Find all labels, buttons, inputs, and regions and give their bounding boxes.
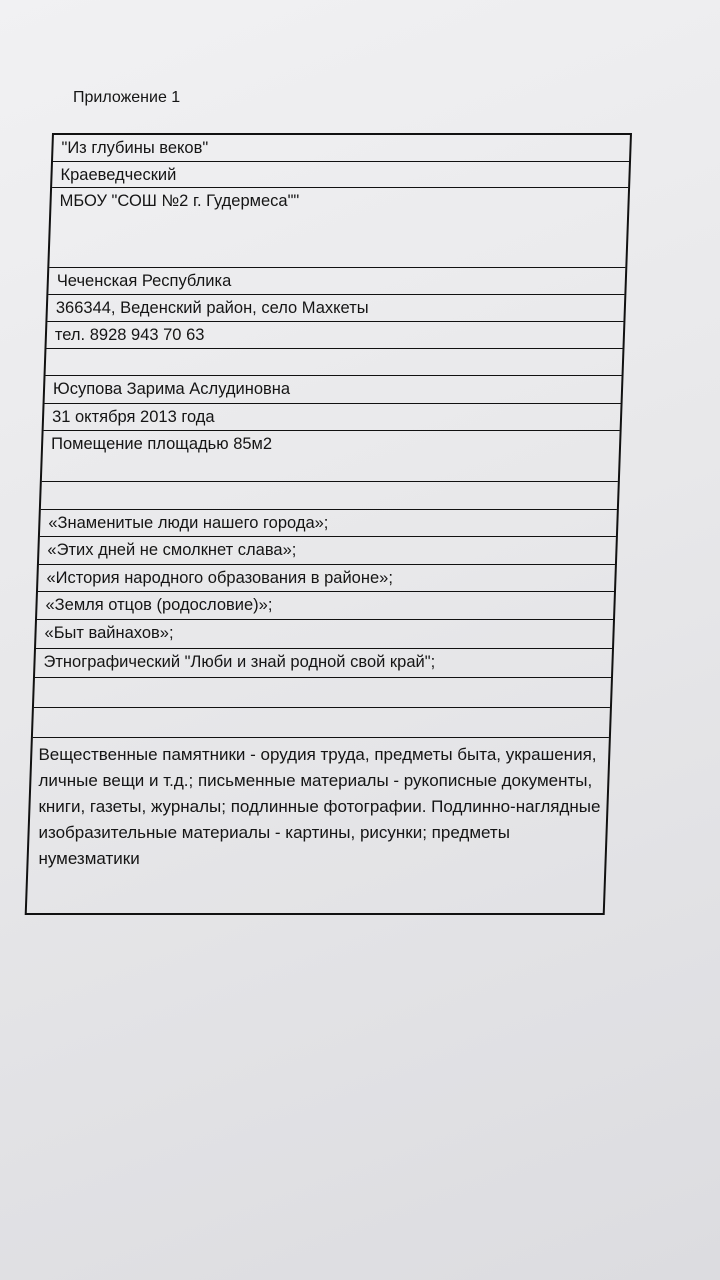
table-row-empty <box>34 678 611 708</box>
table-row-exhibit: Этнографический "Люби и знай родной свой край"; <box>35 649 612 678</box>
table-row-profile: Краеведческий <box>52 162 629 189</box>
table-row-empty <box>41 482 618 510</box>
table-row-date: 31 октября 2013 года <box>44 404 621 432</box>
table-row-collection-description: Вещественные памятники - орудия труда, предметы быта, украшения, личные вещи и т.д.; письменные материалы - рукописные документы, книги, газеты, журналы; подлинные фотографии. Подлинно-наглядные изобразительные материалы - картины, рисунки; предметы нумезматики <box>38 744 601 868</box>
table-row-premises: Помещение площадью 85м2 <box>42 431 620 482</box>
table-row-museum-name: "Из глубины веков" <box>53 135 630 162</box>
table-row-exhibit: «Быт вайнахов»; <box>36 620 613 649</box>
appendix-label: Приложение 1 <box>73 89 181 106</box>
table-row-head: Юсупова Зарима Аслудиновна <box>45 376 622 404</box>
table-row-school: МБОУ "СОШ №2 г. Гудермеса"" <box>49 188 628 268</box>
table-row-address: 366344, Веденский район, село Махкеты <box>47 295 624 323</box>
table-row-empty <box>33 708 610 738</box>
museum-info-table <box>25 133 632 915</box>
table-row-empty <box>46 349 623 377</box>
table-row-phone: тел. 8928 943 70 63 <box>46 322 623 349</box>
table-row-exhibit: «История народного образования в районе»; <box>38 565 615 593</box>
table-row-region: Чеченская Республика <box>48 268 625 295</box>
table-row-exhibit: «Этих дней не смолкнет слава»; <box>39 537 616 565</box>
table-row-exhibit: «Земля отцов (родословие)»; <box>37 592 614 620</box>
table-row-exhibit: «Знаменитые люди нашего города»; <box>40 510 617 538</box>
